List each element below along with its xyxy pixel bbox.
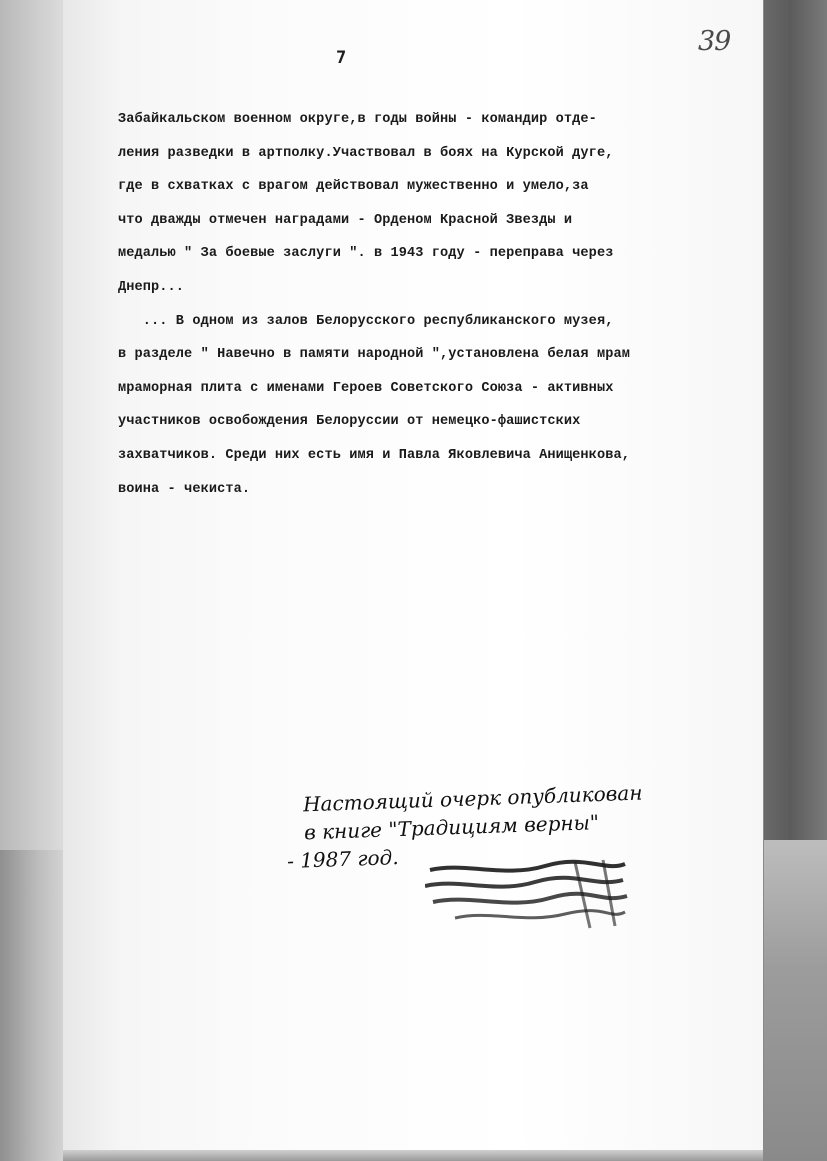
body-line: ... В одном из залов Белорусского республиканского музея, xyxy=(118,313,614,329)
body-line: участников освобождения Белоруссии от немецко-фашистских xyxy=(118,414,581,430)
body-line: захватчиков. Среди них есть имя и Павла Яковлевича Анищенкова, xyxy=(118,447,630,463)
page-bottom-edge xyxy=(63,1150,763,1161)
archive-page-number: 39 xyxy=(698,26,731,57)
handwritten-line: Настоящий очерк опубликован xyxy=(302,780,643,817)
body-line: где в схватках с врагом действовал мужественно и умело,за xyxy=(118,179,589,195)
page-number: 7 xyxy=(336,48,347,68)
body-line: мраморная плита с именами Героев Советского Союза - активных xyxy=(118,380,614,396)
body-line: что дважды отмечен наградами - Орденом Красной Звезды и xyxy=(118,212,573,228)
body-line: воина - чекиста. xyxy=(118,481,251,497)
body-line: ления разведки в артполку.Участвовал в боях на Курской дуге, xyxy=(118,145,614,161)
handwritten-line: - 1987 год. xyxy=(286,845,400,873)
scan-left-shadow xyxy=(0,850,70,1161)
typewritten-body xyxy=(118,103,718,506)
handwritten-line: в книге "Традициям верны" xyxy=(303,810,600,845)
body-line: Забайкальском военном округе,в годы войны - командир отде- xyxy=(118,112,597,127)
body-line: Днепр... xyxy=(118,279,185,295)
body-line: в разделе " Навечно в памяти народной ",установлена белая мрам xyxy=(118,347,630,363)
redacted-signature-scribble xyxy=(425,858,630,930)
body-line: медалью " За боевые заслуги ". в 1943 году - переправа через xyxy=(118,246,614,262)
